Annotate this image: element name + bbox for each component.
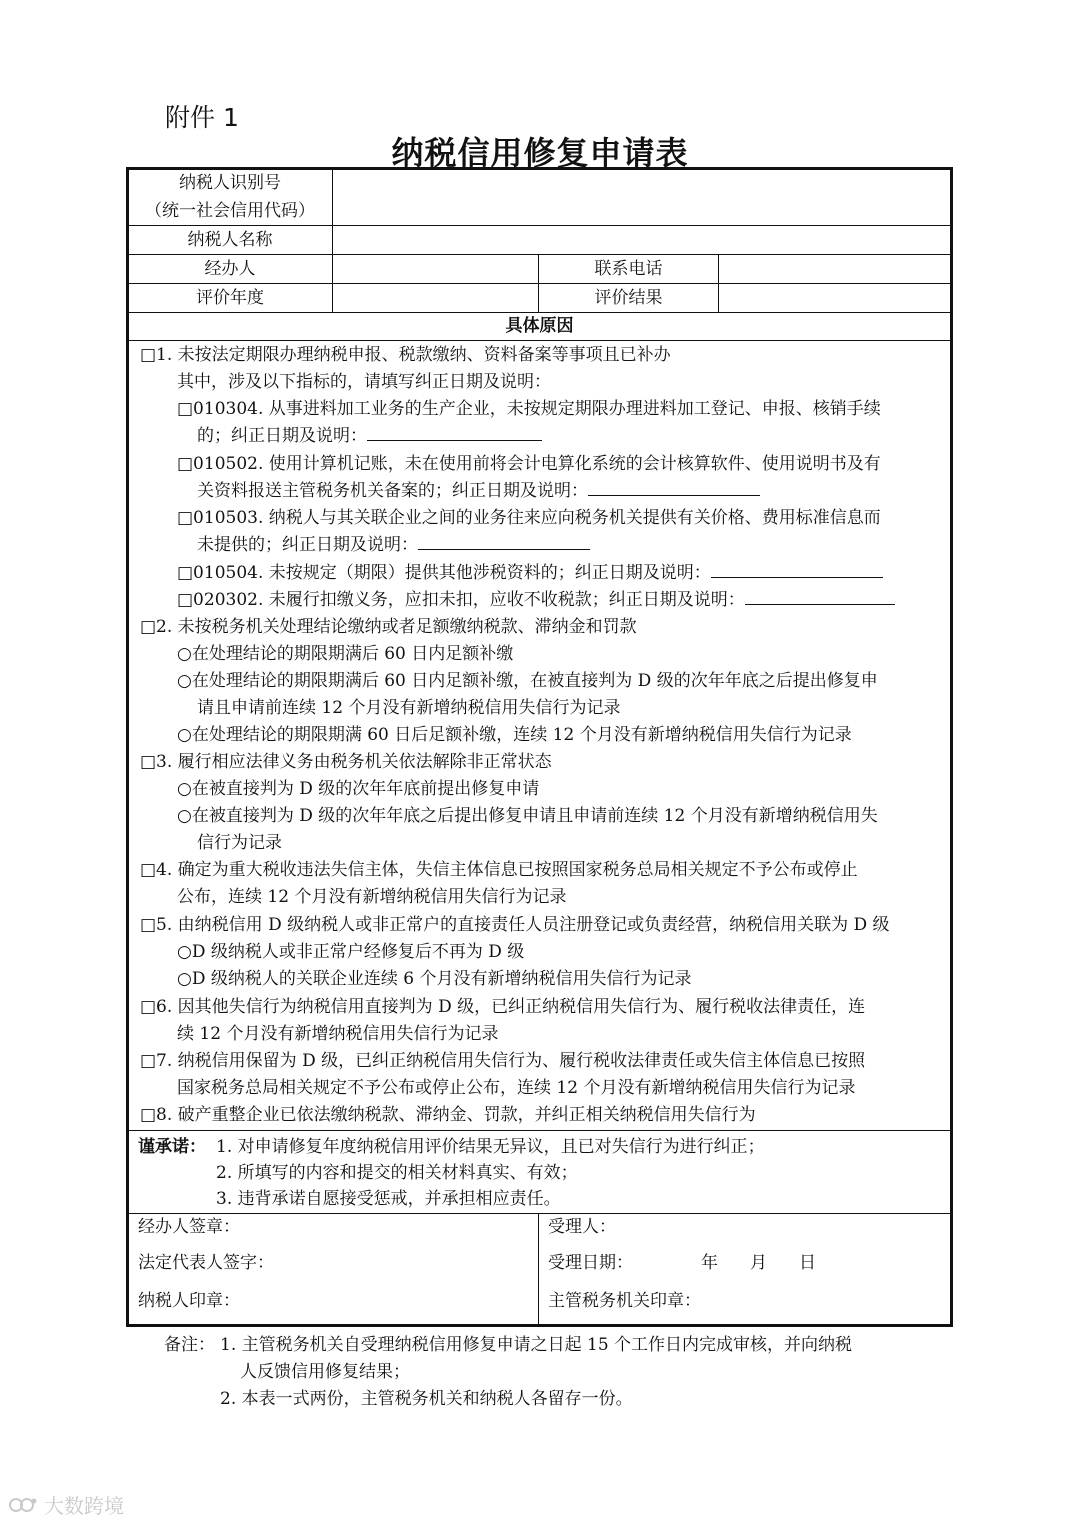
reason-5-checkbox[interactable]: □5. 由纳税信用 D 级纳税人或非正常户的直接责任人员注册登记或负责经营，纳税信用关联为 D 级	[140, 915, 890, 935]
reason-1c-line2: 未提供的；纠正日期及说明：	[197, 532, 590, 559]
reason-5b-radio[interactable]: ○D 级纳税人的关联企业连续 6 个月没有新增纳税信用失信行为记录	[177, 969, 692, 989]
handler-label: 经办人	[204, 259, 256, 279]
correction-date-blank[interactable]	[711, 560, 883, 578]
eval-result-field[interactable]	[720, 284, 950, 312]
reason-1b-checkbox[interactable]: □010502. 使用计算机记账，未在使用前将会计电算化系统的会计核算软件、使用说明书及有	[177, 454, 881, 474]
watermark-logo-icon	[8, 1493, 38, 1517]
reasons-header: 具体原因	[505, 316, 574, 336]
reason-1c-checkbox[interactable]: □010503. 纳税人与其关联企业之间的业务往来应向税务机关提供有关价格、费用标准信息而	[177, 508, 881, 528]
acceptor[interactable]: 受理人：	[548, 1217, 616, 1237]
taxpayer-name-label: 纳税人名称	[187, 230, 273, 250]
reason-3b-line2: 信行为记录	[197, 833, 282, 853]
reason-1e-checkbox[interactable]: □020302. 未履行扣缴义务，应扣未扣，应收不收税款；纠正日期及说明：	[177, 587, 895, 614]
reason-7-line2: 国家税务总局相关规定不予公布或停止公布，连续 12 个月没有新增纳税信用失信行为记录	[177, 1078, 856, 1098]
handler-field[interactable]	[334, 255, 538, 283]
correction-date-blank[interactable]	[367, 423, 542, 441]
eval-result-label: 评价结果	[594, 288, 663, 308]
correction-date-blank[interactable]	[418, 532, 590, 550]
accept-date[interactable]: 受理日期： 年 月 日	[548, 1253, 816, 1273]
reason-2-checkbox[interactable]: □2. 未按税务机关处理结论缴纳或者足额缴纳税款、滞纳金和罚款	[140, 617, 637, 637]
reason-8-checkbox[interactable]: □8. 破产重整企业已依法缴纳税款、滞纳金、罚款，并纠正相关纳税信用失信行为	[140, 1105, 756, 1125]
reason-1d-checkbox[interactable]: □010504. 未按规定（期限）提供其他涉税资料的；纠正日期及说明：	[177, 560, 883, 587]
taxpayer-id-field[interactable]	[334, 169, 950, 225]
eval-year-field[interactable]	[334, 284, 538, 312]
reason-5a-radio[interactable]: ○D 级纳税人或非正常户经修复后不再为 D 级	[177, 942, 525, 962]
reason-1-checkbox[interactable]: □1. 未按法定期限办理纳税申报、税款缴纳、资料备案等事项且已补办	[140, 345, 671, 365]
watermark	[8, 1490, 124, 1519]
pledge-item-3: 3. 违背承诺自愿接受惩戒，并承担相应责任。	[216, 1189, 561, 1209]
reason-2b-line2: 请且申请前连续 12 个月没有新增纳税信用失信行为记录	[197, 698, 621, 718]
watermark-text: 大数跨境	[44, 1494, 124, 1518]
reason-1-note: 其中，涉及以下指标的，请填写纠正日期及说明：	[177, 372, 551, 392]
eval-year-label: 评价年度	[196, 288, 264, 308]
reason-1b-line2: 关资料报送主管税务机关备案的；纠正日期及说明：	[197, 478, 760, 505]
legal-rep-signature[interactable]: 法定代表人签字：	[138, 1253, 274, 1273]
note-1-line2: 人反馈信用修复结果；	[240, 1362, 410, 1382]
taxpayer-seal[interactable]: 纳税人印章：	[138, 1291, 240, 1311]
pledge-item-2: 2. 所填写的内容和提交的相关材料真实、有效；	[216, 1163, 578, 1183]
phone-label: 联系电话	[594, 259, 663, 279]
row-divider	[128, 1130, 951, 1131]
reason-3-checkbox[interactable]: □3. 履行相应法律义务由税务机关依法解除非正常状态	[140, 752, 552, 772]
row-divider	[128, 1213, 951, 1214]
form-title: 纳税信用修复申请表	[391, 134, 689, 172]
pledge-label: 谨承诺：	[138, 1137, 206, 1157]
correction-date-blank[interactable]	[588, 478, 760, 496]
column-divider	[718, 254, 719, 312]
reason-2c-radio[interactable]: ○在处理结论的期限期满 60 日后足额补缴，连续 12 个月没有新增纳税信用失信行为记录	[177, 725, 852, 745]
reason-4-line2: 公布，连续 12 个月没有新增纳税信用失信行为记录	[177, 887, 567, 907]
taxpayer-id-label: 纳税人识别号 （统一社会信用代码）	[145, 173, 315, 221]
column-divider	[538, 1213, 539, 1325]
tax-office-seal[interactable]: 主管税务机关印章：	[548, 1291, 701, 1311]
notes-label: 备注：	[164, 1335, 215, 1355]
note-1: 1. 主管税务机关自受理纳税信用修复申请之日起 15 个工作日内完成审核，并向纳税	[220, 1335, 853, 1355]
reason-6-checkbox[interactable]: □6. 因其他失信行为纳税信用直接判为 D 级，已纠正纳税信用失信行为、履行税收法律责任，连	[140, 997, 866, 1017]
pledge-item-1: 1. 对申请修复年度纳税信用评价结果无异议，且已对失信行为进行纠正；	[216, 1137, 765, 1157]
reason-6-line2: 续 12 个月没有新增纳税信用失信行为记录	[177, 1024, 499, 1044]
reason-4-checkbox[interactable]: □4. 确定为重大税收违法失信主体，失信主体信息已按照国家税务总局相关规定不予公布或停止	[140, 860, 858, 880]
reason-7-checkbox[interactable]: □7. 纳税信用保留为 D 级，已纠正纳税信用失信行为、履行税收法律责任或失信主体信息已按照	[140, 1051, 866, 1071]
attachment-label: 附件 1	[165, 103, 239, 132]
correction-date-blank[interactable]	[745, 587, 895, 605]
note-2: 2. 本表一式两份，主管税务机关和纳税人各留存一份。	[220, 1389, 633, 1409]
reason-2a-radio[interactable]: ○在处理结论的期限期满后 60 日内足额补缴	[177, 644, 514, 664]
phone-field[interactable]	[720, 255, 950, 283]
handler-signature[interactable]: 经办人签章：	[138, 1217, 240, 1237]
column-divider	[332, 169, 333, 312]
reason-1a-checkbox[interactable]: □010304. 从事进料加工业务的生产企业，未按规定期限办理进料加工登记、申报、核销手续	[177, 399, 881, 419]
reason-2b-radio[interactable]: ○在处理结论的期限期满后 60 日内足额补缴，在被直接判为 D 级的次年年底之后提出修复申	[177, 671, 878, 691]
reason-1a-line2: 的；纠正日期及说明：	[197, 423, 542, 450]
reason-3b-radio[interactable]: ○在被直接判为 D 级的次年年底之后提出修复申请且申请前连续 12 个月没有新增纳税信用失	[177, 806, 878, 826]
taxpayer-name-field[interactable]	[334, 226, 950, 254]
row-divider	[128, 340, 951, 341]
reason-3a-radio[interactable]: ○在被直接判为 D 级的次年年底前提出修复申请	[177, 779, 540, 799]
